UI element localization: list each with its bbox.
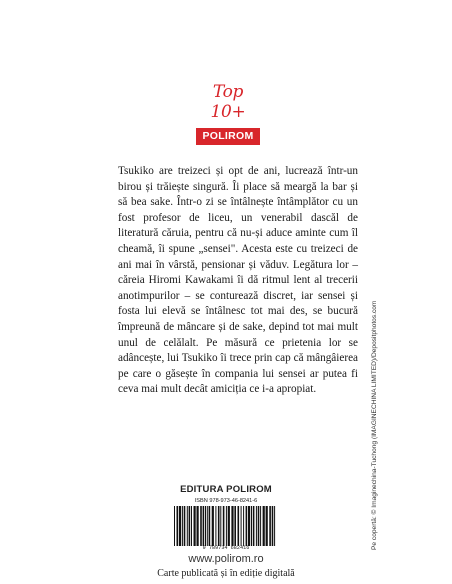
publisher-website: www.polirom.ro bbox=[188, 553, 264, 565]
barcode-bar bbox=[228, 506, 230, 546]
barcode-bar bbox=[179, 506, 181, 546]
barcode-bar bbox=[243, 506, 244, 546]
barcode-bar bbox=[238, 506, 240, 546]
barcode-bar bbox=[177, 506, 179, 546]
barcode-bar bbox=[207, 506, 208, 546]
barcode-bar bbox=[187, 506, 188, 546]
blurb-text: Tsukiko are treizeci și opt de ani, lucrează într-un birou și trăiește singură. Îi place să meargă la bar și să bea sake. Într-o zi se întâlnește întâmplător cu un fost profesor de liceu, un venerabil dascăl de literatură căruia, pentru că nu-și aduce aminte cum îl cheamă, îi spune „sensei". Acesta este cu treizeci de ani mai în vârstă, pensionar și văduv. Legătura lor – căreia Hiromi Kawakami îi dă ritmul lent al trecerii anotimpurilor – se conturează discret, iar sensei și fosta lui elevă se întâlnesc tot mai des, se bucură împreună de mâncare și de sake, depind tot mai mult unul de celălalt. Pe măsură ce prietenia lor se adâncește, lui Tsukiko îi trece prin cap că mângâierea pe care o găsește în compania lui sensei ar putea fi ceva mai mult decât amiciția ce i-a apropiat. bbox=[118, 165, 358, 396]
series-logo bbox=[196, 82, 260, 145]
barcode-bar bbox=[209, 506, 211, 546]
barcode-bar bbox=[191, 506, 192, 546]
barcode-bar bbox=[231, 506, 233, 546]
barcode-bar bbox=[258, 506, 260, 546]
barcode-bar bbox=[200, 506, 202, 546]
barcode-bar bbox=[194, 506, 196, 546]
barcode-bar bbox=[234, 506, 236, 546]
barcode-bar bbox=[266, 506, 268, 546]
barcode-bar bbox=[241, 506, 242, 546]
barcode-bar bbox=[184, 506, 186, 546]
back-cover-blurb bbox=[118, 164, 358, 398]
barcode-bar bbox=[272, 506, 274, 546]
publisher-footer: EDITURA POLIROM bbox=[180, 484, 272, 495]
cover-credit: Pe copertă: © Imaginechina-Tuchong (IMAGINECHINA LIMITED)/Depositphotos.com bbox=[371, 300, 378, 550]
publisher-badge: POLIROM bbox=[196, 128, 260, 145]
isbn-block bbox=[167, 497, 285, 551]
barcode-bar bbox=[174, 506, 175, 546]
barcode-bar bbox=[182, 506, 183, 546]
barcode-bar bbox=[189, 506, 191, 546]
series-name: Top 10+ bbox=[210, 82, 246, 122]
barcode-bar bbox=[226, 506, 227, 546]
barcode-bar bbox=[246, 506, 248, 546]
barcode-bar bbox=[256, 506, 257, 546]
barcode-bar bbox=[269, 506, 271, 546]
barcode-bar bbox=[263, 506, 265, 546]
digital-edition-note: Carte publicată și în ediție digitală bbox=[157, 568, 295, 579]
barcode-digits: 9 789734 682416 bbox=[202, 545, 250, 551]
barcode-bar bbox=[218, 506, 220, 546]
isbn-text: ISBN 978-973-46-8241-6 bbox=[194, 498, 258, 504]
barcode-bar bbox=[251, 506, 252, 546]
barcode-bar bbox=[212, 506, 214, 546]
barcode-bar bbox=[197, 506, 199, 546]
barcode-bar bbox=[248, 506, 250, 546]
barcode-image bbox=[172, 506, 280, 546]
barcode-bar bbox=[260, 506, 261, 546]
cover-credit-container bbox=[371, 240, 385, 550]
barcode-bar bbox=[205, 506, 206, 546]
barcode-bar bbox=[203, 506, 205, 546]
barcode-bar bbox=[253, 506, 255, 546]
barcode-bar bbox=[223, 506, 225, 546]
barcode-bar bbox=[215, 506, 216, 546]
barcode-bar bbox=[274, 506, 275, 546]
barcode-bar bbox=[220, 506, 221, 546]
